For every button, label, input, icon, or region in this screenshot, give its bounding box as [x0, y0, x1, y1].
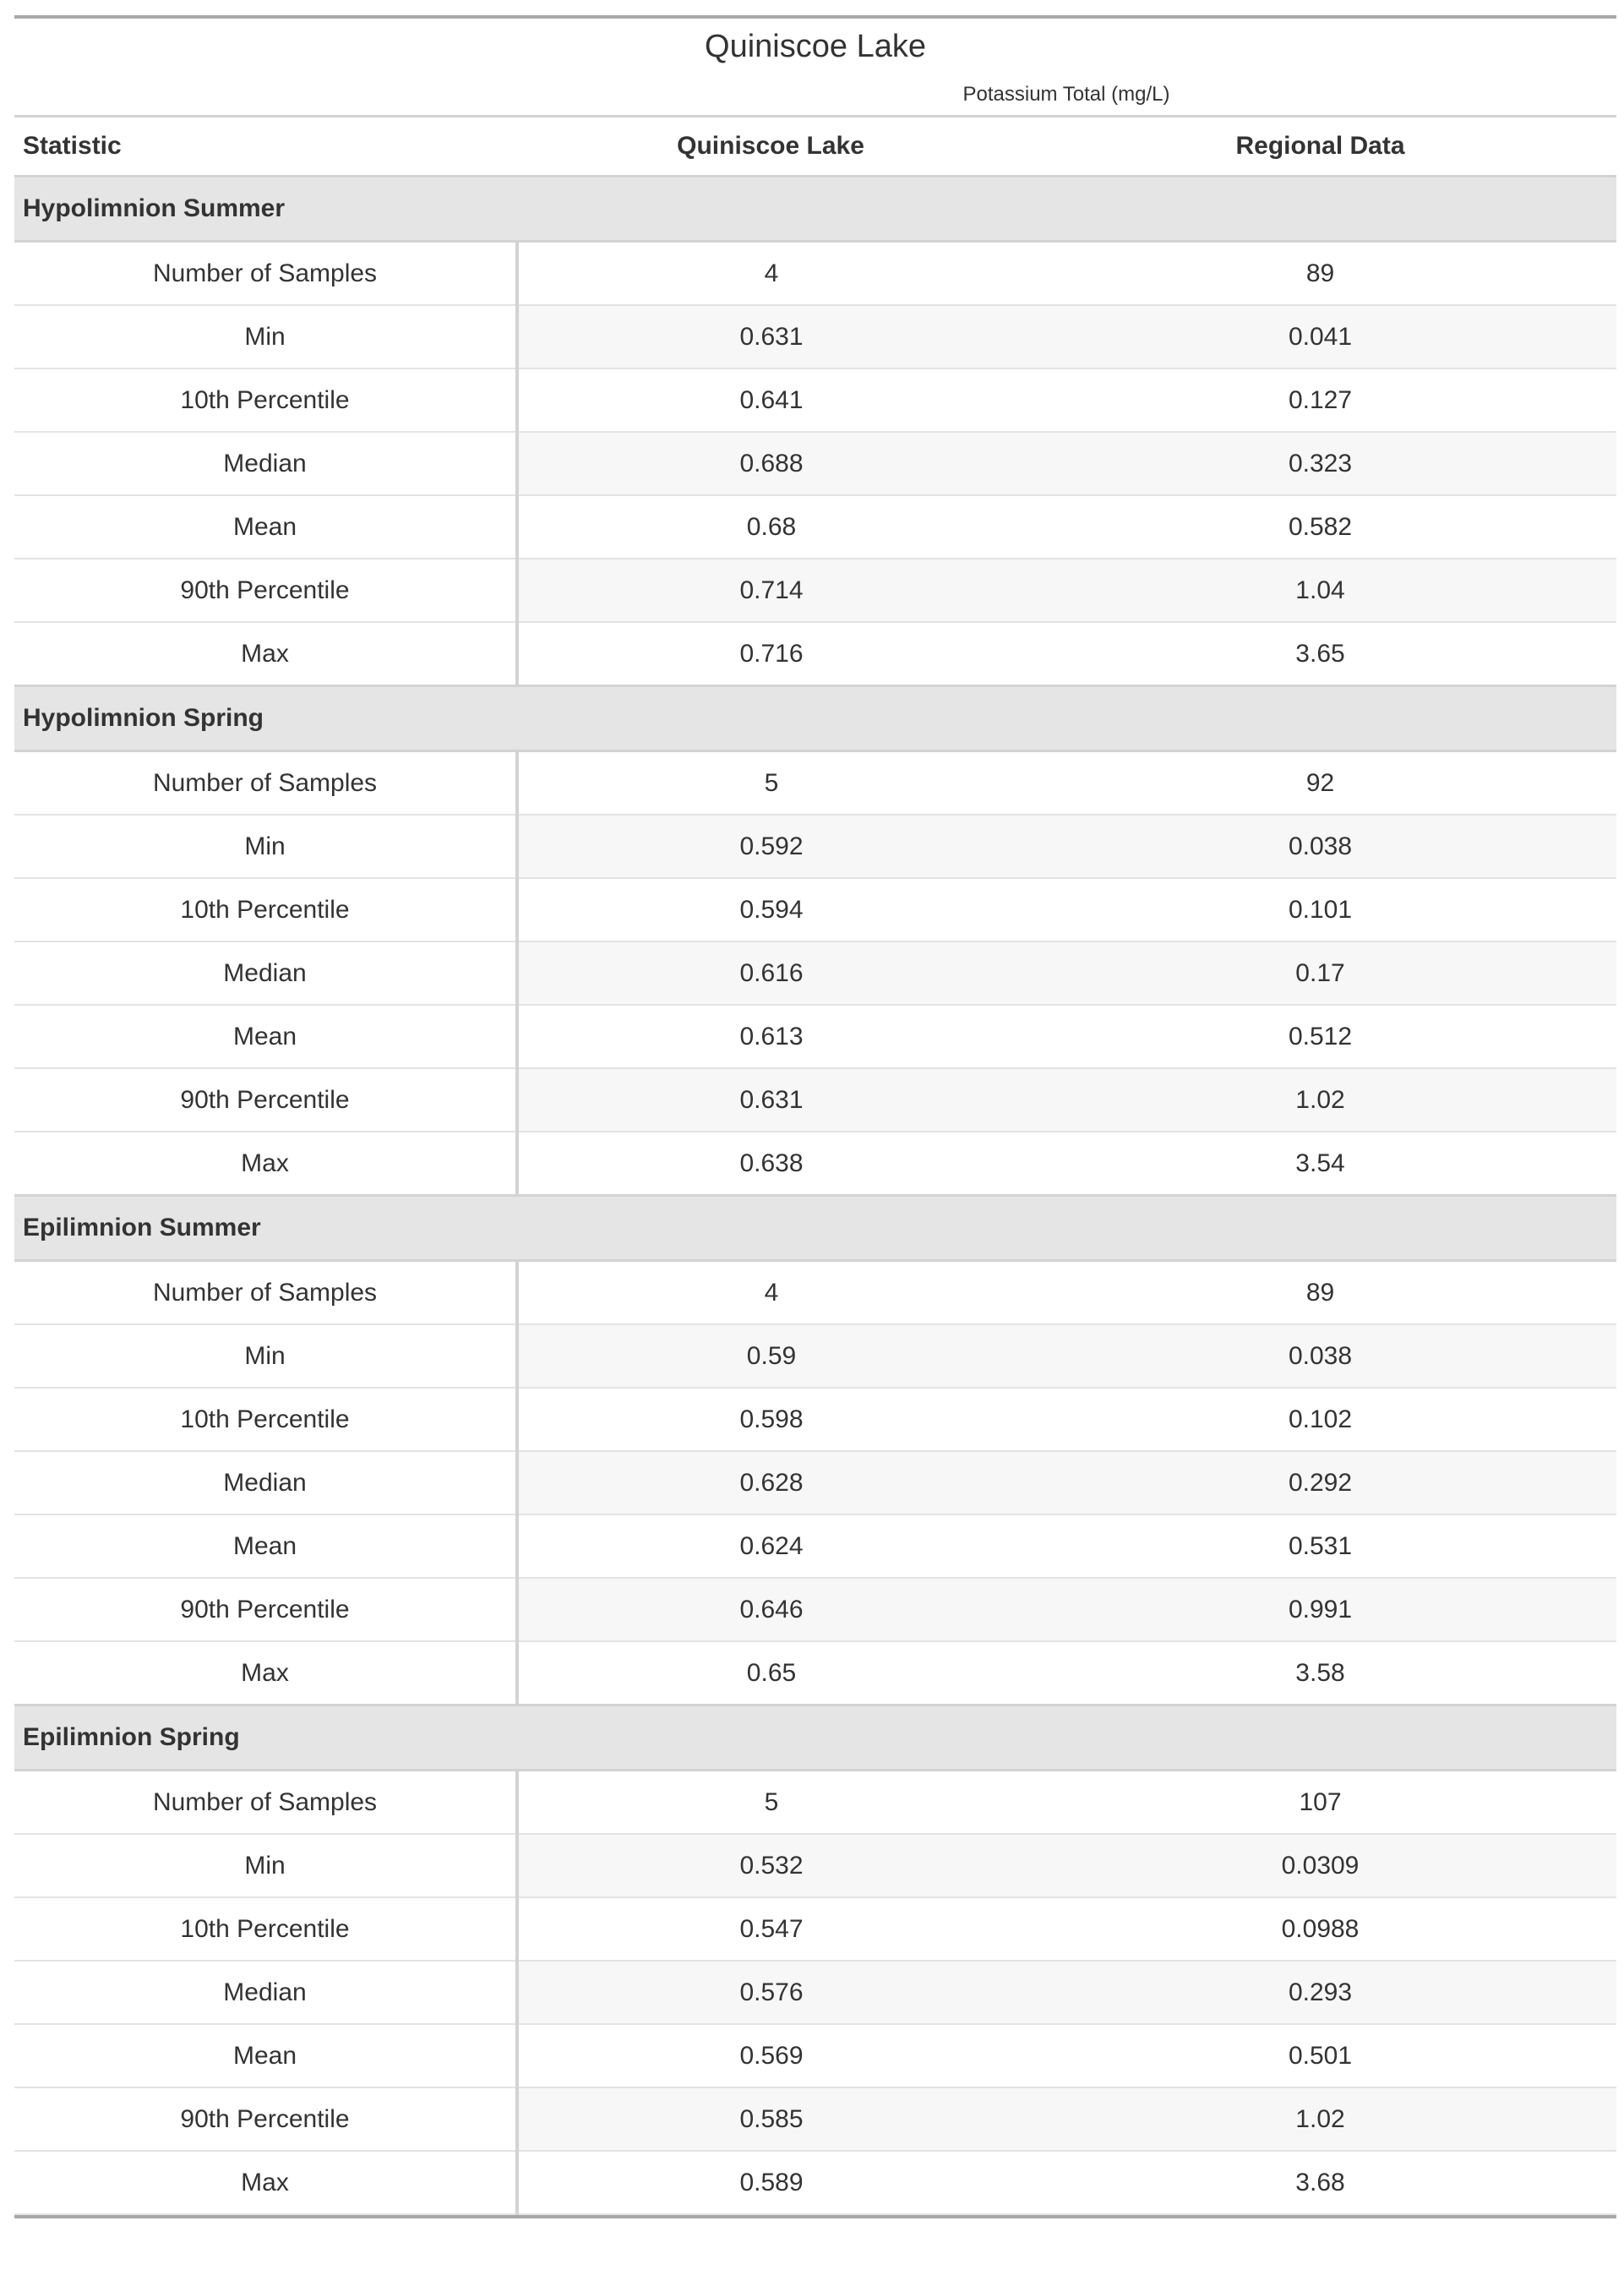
regional-value-cell: 1.02	[1024, 2087, 1616, 2151]
statistic-cell: Min	[14, 815, 517, 878]
statistic-cell: Mean	[14, 495, 517, 559]
lake-value-cell: 0.616	[517, 941, 1024, 1005]
lake-value-cell: 0.598	[517, 1388, 1024, 1451]
regional-value-cell: 3.58	[1024, 1641, 1616, 1705]
statistic-cell: Max	[14, 2151, 517, 2214]
lake-value-cell: 0.59	[517, 1324, 1024, 1388]
group-header-row	[14, 1196, 1616, 1261]
statistic-cell: Max	[14, 622, 517, 686]
table-subtitle-row	[14, 74, 1616, 117]
statistic-cell: Min	[14, 305, 517, 368]
statistic-cell: 90th Percentile	[14, 1578, 517, 1641]
regional-value-cell: 0.17	[1024, 941, 1616, 1005]
lake-value-cell: 0.547	[517, 1897, 1024, 1961]
regional-value-cell: 0.531	[1024, 1514, 1616, 1578]
regional-value-cell: 3.54	[1024, 1132, 1616, 1196]
lake-value-cell: 0.68	[517, 495, 1024, 559]
lake-value-cell: 0.576	[517, 1961, 1024, 2024]
lake-value-cell: 0.624	[517, 1514, 1024, 1578]
table-row	[14, 1771, 1616, 1835]
statistic-cell: Mean	[14, 2024, 517, 2087]
regional-value-cell: 3.68	[1024, 2151, 1616, 2214]
table-row	[14, 2151, 1616, 2214]
lake-value-cell: 4	[517, 242, 1024, 306]
table-row	[14, 941, 1616, 1005]
statistic-cell: Mean	[14, 1514, 517, 1578]
group-header-row	[14, 686, 1616, 751]
regional-value-cell: 0.101	[1024, 878, 1616, 941]
regional-value-cell: 3.65	[1024, 622, 1616, 686]
lake-value-cell: 0.569	[517, 2024, 1024, 2087]
column-header-statistic: Statistic	[14, 117, 517, 177]
table-row	[14, 1641, 1616, 1705]
statistic-cell: Min	[14, 1324, 517, 1388]
table-row	[14, 1261, 1616, 1325]
statistic-cell: Max	[14, 1132, 517, 1196]
lake-value-cell: 0.65	[517, 1641, 1024, 1705]
statistic-cell: Number of Samples	[14, 1771, 517, 1835]
table-row	[14, 622, 1616, 686]
statistic-cell: Number of Samples	[14, 751, 517, 816]
lake-value-cell: 0.585	[517, 2087, 1024, 2151]
group-label: Epilimnion Spring	[14, 1705, 1616, 1771]
lake-value-cell: 0.532	[517, 1834, 1024, 1897]
group-header-row	[14, 177, 1616, 242]
statistic-cell: 10th Percentile	[14, 878, 517, 941]
lake-value-cell: 0.716	[517, 622, 1024, 686]
table-row	[14, 1068, 1616, 1132]
statistic-cell: Median	[14, 1451, 517, 1514]
statistic-cell: 10th Percentile	[14, 1388, 517, 1451]
table-row	[14, 1897, 1616, 1961]
table-row	[14, 432, 1616, 495]
table-row	[14, 1005, 1616, 1068]
regional-value-cell: 0.041	[1024, 305, 1616, 368]
lake-value-cell: 0.714	[517, 559, 1024, 622]
statistic-cell: Min	[14, 1834, 517, 1897]
regional-value-cell: 0.127	[1024, 368, 1616, 432]
regional-value-cell: 0.0988	[1024, 1897, 1616, 1961]
lake-value-cell: 0.631	[517, 1068, 1024, 1132]
statistic-cell: 90th Percentile	[14, 559, 517, 622]
regional-value-cell: 107	[1024, 1771, 1616, 1835]
column-header-lake: Quiniscoe Lake	[517, 117, 1024, 177]
regional-value-cell: 92	[1024, 751, 1616, 816]
table-title: Quiniscoe Lake	[14, 17, 1616, 74]
group-label: Epilimnion Summer	[14, 1196, 1616, 1261]
statistic-cell: 90th Percentile	[14, 1068, 517, 1132]
regional-value-cell: 1.02	[1024, 1068, 1616, 1132]
table-row	[14, 1961, 1616, 2024]
table-row	[14, 2087, 1616, 2151]
table-row	[14, 878, 1616, 941]
table-row	[14, 1834, 1616, 1897]
regional-value-cell: 0.582	[1024, 495, 1616, 559]
table-row	[14, 2024, 1616, 2087]
regional-value-cell: 0.038	[1024, 1324, 1616, 1388]
regional-value-cell: 0.323	[1024, 432, 1616, 495]
lake-value-cell: 5	[517, 1771, 1024, 1835]
table-row	[14, 751, 1616, 816]
regional-value-cell: 0.991	[1024, 1578, 1616, 1641]
column-header-row	[14, 117, 1616, 177]
table-row	[14, 815, 1616, 878]
table-title-row	[14, 17, 1616, 74]
lake-value-cell: 0.589	[517, 2151, 1024, 2214]
table-row	[14, 1132, 1616, 1196]
lake-value-cell: 5	[517, 751, 1024, 816]
table-row	[14, 1514, 1616, 1578]
group-label: Hypolimnion Spring	[14, 686, 1616, 751]
table-bottom-rule	[14, 2215, 1616, 2218]
lake-value-cell: 0.631	[517, 305, 1024, 368]
table-row	[14, 242, 1616, 306]
regional-value-cell: 1.04	[1024, 559, 1616, 622]
table-row	[14, 495, 1616, 559]
statistic-cell: Number of Samples	[14, 242, 517, 306]
statistic-cell: Max	[14, 1641, 517, 1705]
regional-value-cell: 0.292	[1024, 1451, 1616, 1514]
lake-value-cell: 0.638	[517, 1132, 1024, 1196]
regional-value-cell: 0.038	[1024, 815, 1616, 878]
regional-value-cell: 89	[1024, 242, 1616, 306]
regional-value-cell: 0.293	[1024, 1961, 1616, 2024]
statistic-cell: Number of Samples	[14, 1261, 517, 1325]
table-row	[14, 368, 1616, 432]
regional-value-cell: 89	[1024, 1261, 1616, 1325]
table-body	[14, 177, 1616, 2215]
lake-value-cell: 0.592	[517, 815, 1024, 878]
column-header-regional: Regional Data	[1024, 117, 1616, 177]
group-header-row	[14, 1705, 1616, 1771]
statistic-cell: Median	[14, 432, 517, 495]
lake-value-cell: 0.641	[517, 368, 1024, 432]
statistic-cell: 10th Percentile	[14, 1897, 517, 1961]
statistic-cell: 90th Percentile	[14, 2087, 517, 2151]
regional-value-cell: 0.501	[1024, 2024, 1616, 2087]
table-row	[14, 1388, 1616, 1451]
group-label: Hypolimnion Summer	[14, 177, 1616, 242]
statistic-cell: Median	[14, 1961, 517, 2024]
table-row	[14, 559, 1616, 622]
table-subtitle: Potassium Total (mg/L)	[14, 74, 1616, 117]
stats-table-container	[14, 15, 1616, 2218]
lake-value-cell: 0.628	[517, 1451, 1024, 1514]
lake-value-cell: 0.688	[517, 432, 1024, 495]
statistic-cell: Median	[14, 941, 517, 1005]
lake-value-cell: 0.613	[517, 1005, 1024, 1068]
regional-value-cell: 0.0309	[1024, 1834, 1616, 1897]
table-row	[14, 1578, 1616, 1641]
regional-value-cell: 0.512	[1024, 1005, 1616, 1068]
lake-value-cell: 0.646	[517, 1578, 1024, 1641]
table-row	[14, 305, 1616, 368]
statistic-cell: 10th Percentile	[14, 368, 517, 432]
statistic-cell: Mean	[14, 1005, 517, 1068]
statistics-table	[14, 15, 1616, 2215]
lake-value-cell: 4	[517, 1261, 1024, 1325]
regional-value-cell: 0.102	[1024, 1388, 1616, 1451]
lake-value-cell: 0.594	[517, 878, 1024, 941]
table-row	[14, 1324, 1616, 1388]
table-row	[14, 1451, 1616, 1514]
